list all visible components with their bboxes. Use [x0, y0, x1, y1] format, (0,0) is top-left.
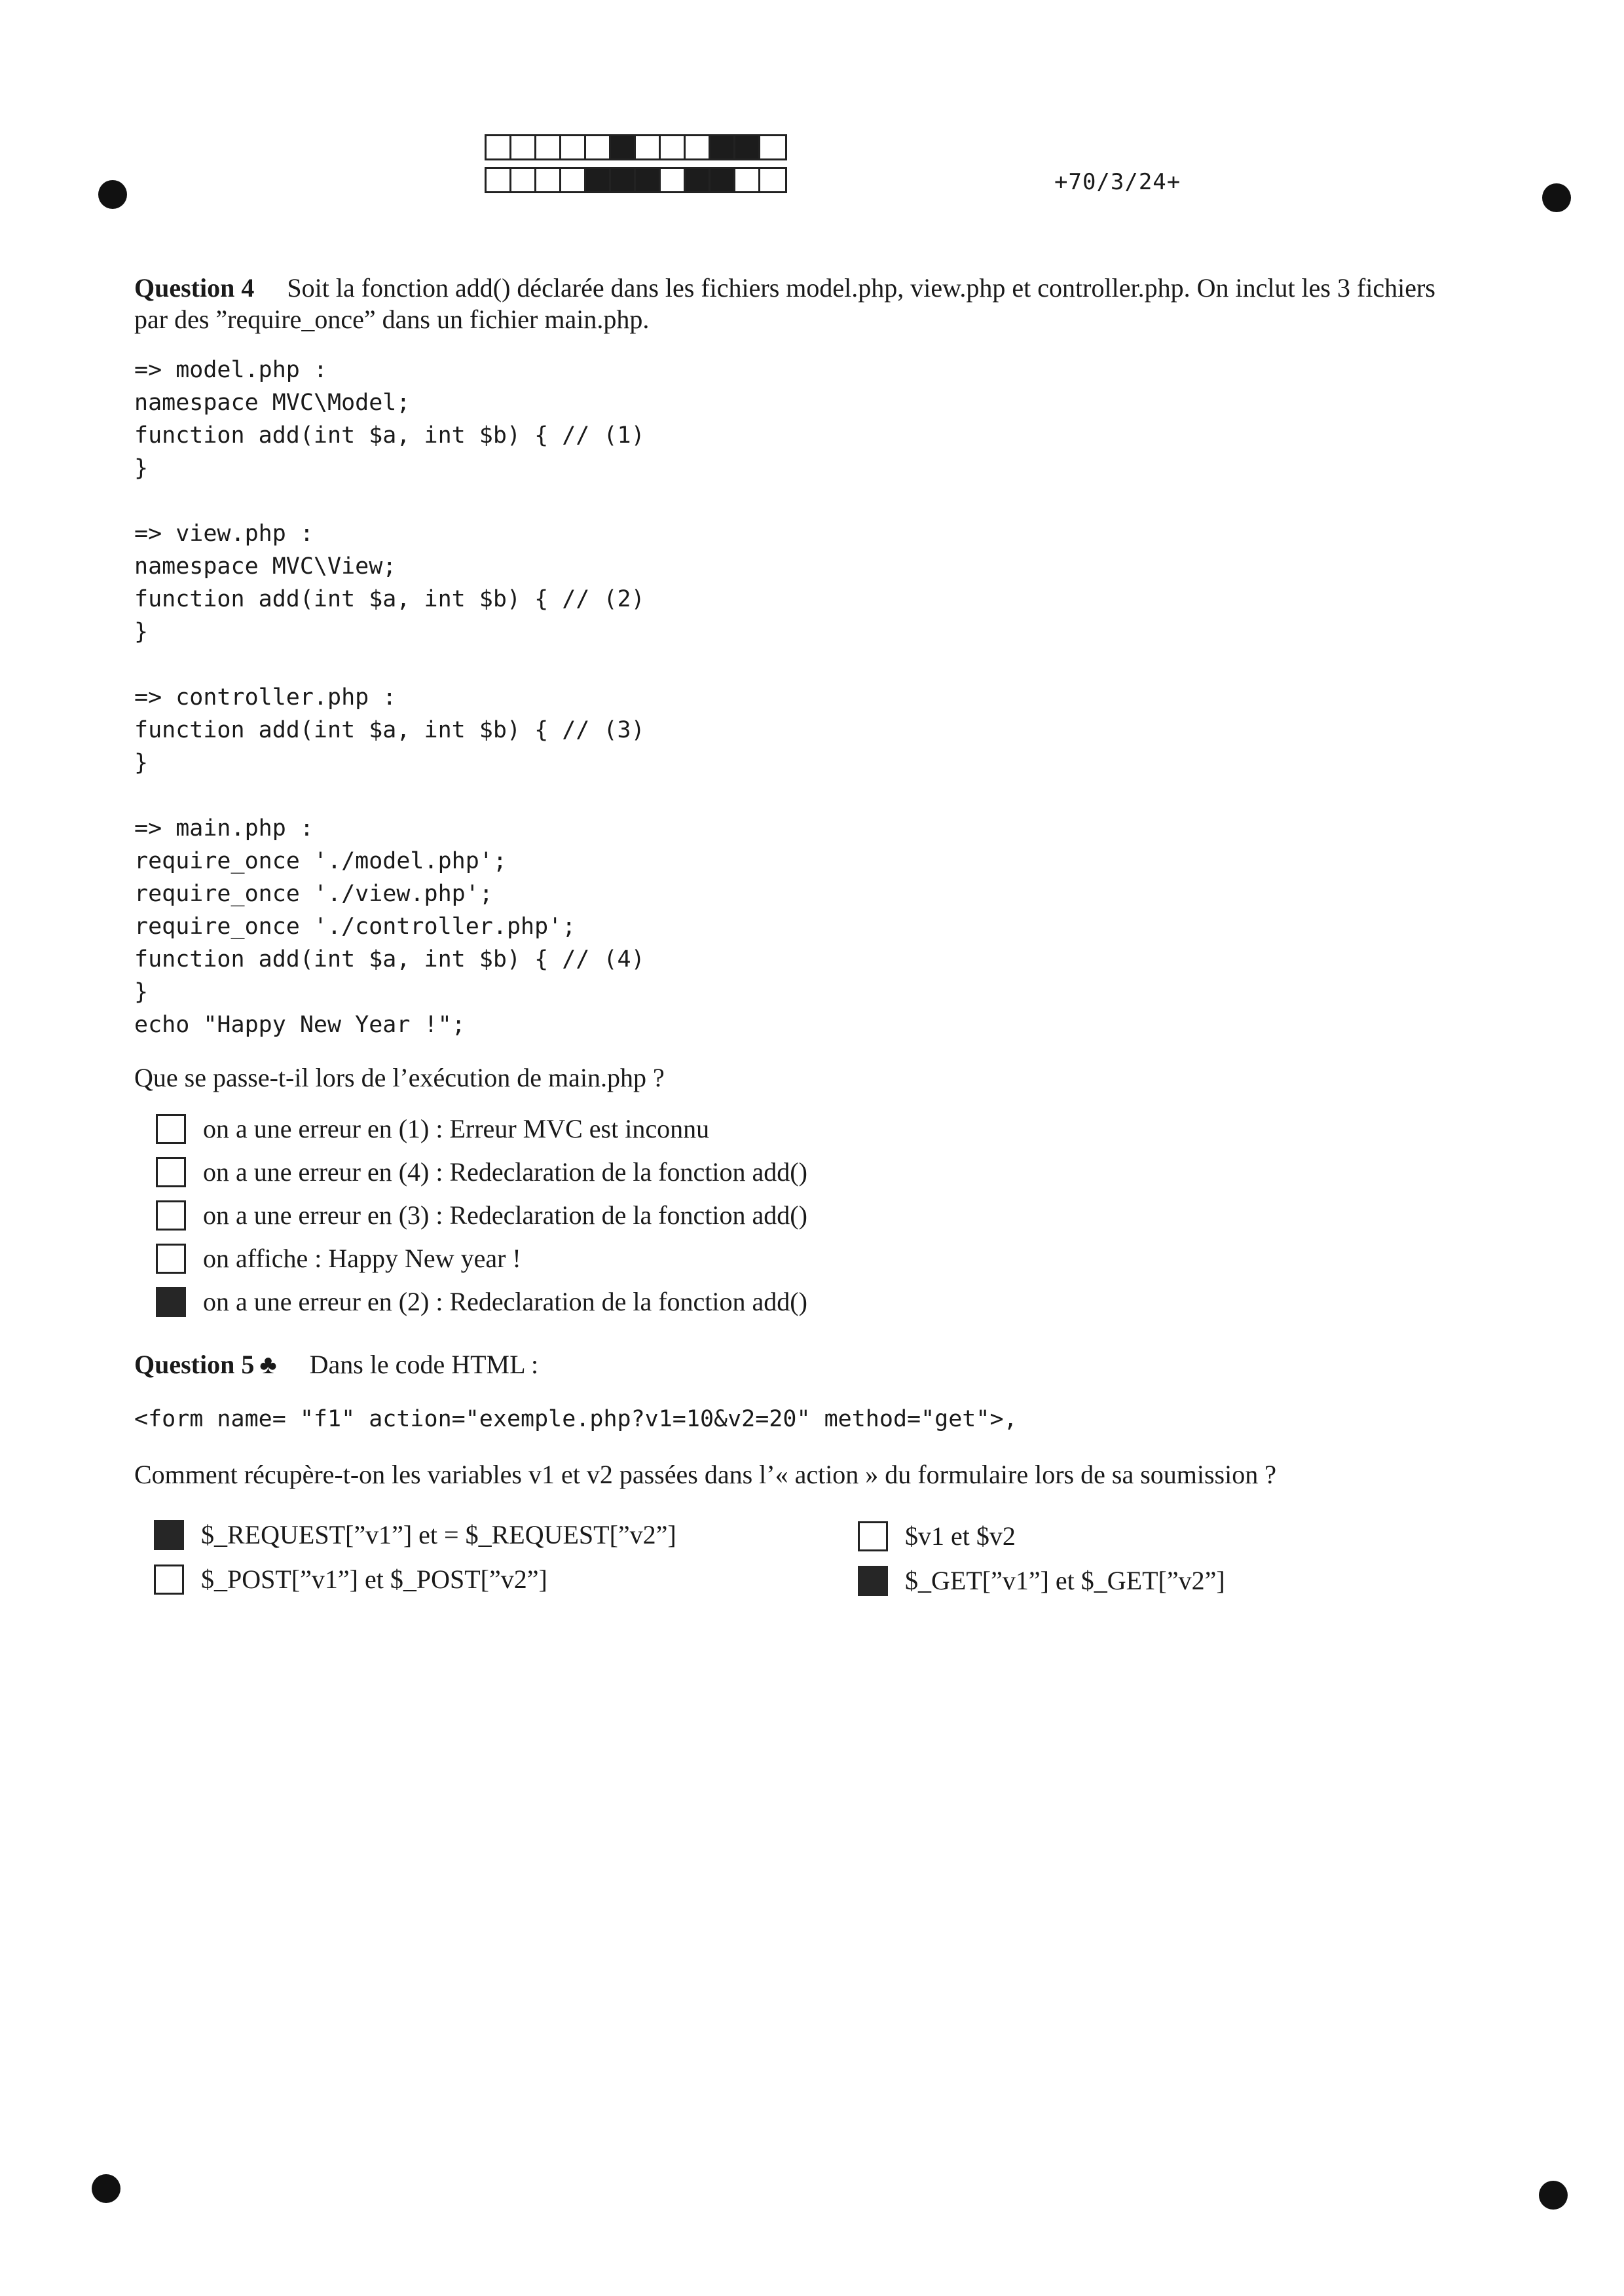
answer-option-label: on a une erreur en (1) : Erreur MVC est inconnu [203, 1114, 710, 1143]
answer-option[interactable] [156, 1243, 521, 1274]
code-cell [511, 136, 536, 158]
answer-option-label: on a une erreur en (3) : Redeclaration de la fonction add() [203, 1200, 807, 1230]
question-4-text-line1: Soit la fonction add() déclarée dans les fichiers model.php, view.php et controller.php. On inclut les 3 fichiers [287, 273, 1435, 303]
question-5-code: <form name= "f1" action="exemple.php?v1=10&v2=20" method="get">, [134, 1406, 1018, 1432]
answer-option[interactable] [858, 1565, 1225, 1596]
question-5-prompt: Comment récupère-t-on les variables v1 et v2 passées dans l’« action » du formulaire lors de sa soumission ? [134, 1460, 1276, 1489]
code-cell [611, 169, 636, 191]
code-line: require_once './model.php'; [134, 848, 507, 874]
code-cell [636, 136, 661, 158]
question-4-text-line2: par des ”require_once” dans un fichier main.php. [134, 305, 650, 334]
answer-option[interactable] [154, 1519, 676, 1550]
code-cell [710, 169, 735, 191]
checkbox-unchecked[interactable] [156, 1114, 186, 1144]
code-cell [661, 169, 686, 191]
answer-option[interactable] [858, 1521, 1016, 1551]
code-line [134, 648, 645, 681]
code-line: => view.php : [134, 521, 314, 547]
code-line: => controller.php : [134, 684, 397, 711]
code-line: } [134, 455, 149, 481]
answer-option[interactable] [156, 1113, 709, 1144]
club-icon: ♣ [259, 1350, 277, 1379]
checkbox-unchecked[interactable] [156, 1200, 186, 1231]
answer-option-label: on a une erreur en (4) : Redeclaration de la fonction add() [203, 1157, 807, 1187]
page-code-bar-top [485, 134, 787, 160]
checkbox-checked[interactable] [156, 1287, 186, 1317]
registration-mark-bottom-right [1539, 2181, 1568, 2210]
checkbox-checked[interactable] [154, 1520, 184, 1550]
code-line: function add(int $a, int $b) { // (2) [134, 586, 645, 612]
checkbox-unchecked[interactable] [156, 1157, 186, 1187]
code-cell [710, 136, 735, 158]
code-line: function add(int $a, int $b) { // (4) [134, 946, 645, 972]
question-4-label: Question 4 [134, 273, 255, 303]
code-line: namespace MVC\View; [134, 553, 397, 580]
question-5-statement [134, 1349, 538, 1380]
code-cell [760, 169, 785, 191]
answer-option[interactable] [156, 1157, 807, 1187]
code-line [134, 485, 645, 517]
answer-option-label: $_GET[”v1”] et $_GET[”v2”] [905, 1566, 1225, 1595]
question-5-text: Dans le code HTML : [309, 1350, 539, 1379]
question-5-label: Question 5 [134, 1350, 255, 1379]
code-line: namespace MVC\Model; [134, 390, 411, 416]
code-cell [611, 136, 636, 158]
code-line [134, 779, 645, 812]
answer-option-label: $_POST[”v1”] et $_POST[”v2”] [201, 1565, 547, 1594]
code-cell [487, 136, 511, 158]
checkbox-unchecked[interactable] [154, 1565, 184, 1595]
code-cell [735, 169, 760, 191]
question-4-prompt: Que se passe-t-il lors de l’exécution de main.php ? [134, 1063, 665, 1092]
code-cell [586, 136, 611, 158]
code-cell [561, 169, 586, 191]
code-cell [511, 169, 536, 191]
answer-option-label: $v1 et $v2 [905, 1521, 1016, 1551]
registration-mark-top-left [98, 180, 127, 209]
registration-mark-top-right [1542, 183, 1571, 212]
code-line: => model.php : [134, 357, 328, 383]
code-cell [536, 136, 561, 158]
question-4-statement [134, 272, 1522, 335]
code-cell [686, 169, 710, 191]
answer-option-label: on a une erreur en (2) : Redeclaration de la fonction add() [203, 1287, 807, 1316]
checkbox-checked[interactable] [858, 1566, 888, 1596]
code-cell [586, 169, 611, 191]
code-line: function add(int $a, int $b) { // (3) [134, 717, 645, 743]
code-cell [487, 169, 511, 191]
page-identifier: +70/3/24+ [1054, 169, 1181, 195]
code-cell [536, 169, 561, 191]
code-cell [561, 136, 586, 158]
answer-option-label: on affiche : Happy New year ! [203, 1244, 521, 1273]
checkbox-unchecked[interactable] [858, 1521, 888, 1551]
code-cell [686, 136, 710, 158]
answer-option-label: $_REQUEST[”v1”] et = $_REQUEST[”v2”] [201, 1520, 676, 1549]
registration-mark-bottom-left [92, 2174, 120, 2203]
code-line: } [134, 619, 149, 645]
code-cell [661, 136, 686, 158]
code-line: } [134, 750, 149, 776]
code-line: } [134, 979, 149, 1005]
code-line: require_once './view.php'; [134, 881, 493, 907]
page-code-bar-bottom [485, 167, 787, 193]
code-cell [636, 169, 661, 191]
code-line: echo "Happy New Year !"; [134, 1012, 466, 1038]
answer-option[interactable] [154, 1564, 547, 1595]
code-cell [760, 136, 785, 158]
code-line: function add(int $a, int $b) { // (1) [134, 422, 645, 449]
answer-option[interactable] [156, 1286, 807, 1317]
answer-option[interactable] [156, 1200, 807, 1231]
code-line: require_once './controller.php'; [134, 914, 576, 940]
checkbox-unchecked[interactable] [156, 1244, 186, 1274]
code-cell [735, 136, 760, 158]
code-line: => main.php : [134, 815, 314, 842]
question-4-code-block [134, 354, 645, 1041]
